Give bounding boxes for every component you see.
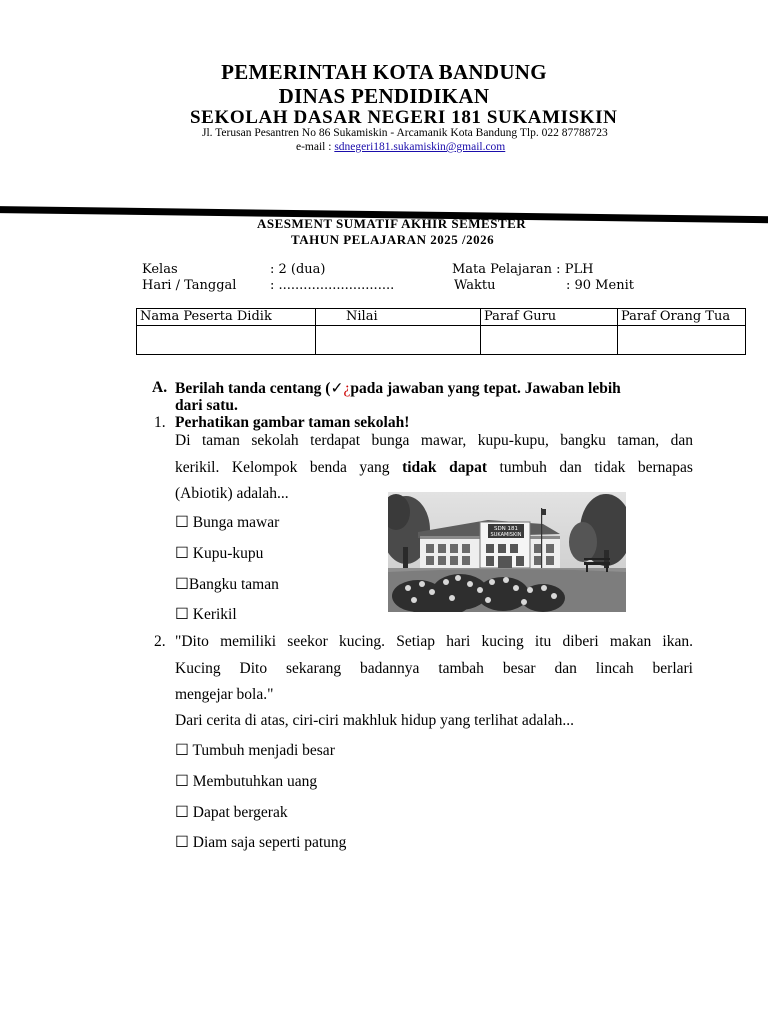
exam-title: ASESMENT SUMATIF AKHIR SEMESTER — [257, 216, 527, 231]
q1-line2-bold: tidak dapat — [402, 459, 487, 476]
waktu-label: Waktu — [454, 278, 496, 293]
kelas-value: : 2 (dua) — [270, 262, 326, 277]
section-a-instruction — [175, 379, 621, 398]
q1-number: 1. — [154, 414, 166, 431]
check-mark-icon: ✓ — [330, 380, 344, 397]
instr-pre: Berilah tanda centang ( — [175, 380, 331, 397]
th-paraf-ortu: Paraf Orang Tua — [618, 309, 746, 326]
sign-text-line1: SDN 181 — [493, 526, 519, 532]
q1-line3: (Abiotik) adalah... — [175, 485, 289, 502]
q1-line2 — [175, 459, 693, 477]
email-link[interactable]: sdnegeri181.sukamiskin@gmail.com — [334, 141, 506, 153]
q2-option-4[interactable]: ☐ Diam saja seperti patung — [175, 834, 347, 851]
instr-glyph: ¿ — [343, 380, 351, 397]
email-label: e-mail : — [296, 141, 335, 153]
hari-label: Hari / Tanggal — [142, 278, 237, 293]
q1-line1: Di taman sekolah terdapat bunga mawar, kupu-kupu, bangku taman, dan — [175, 432, 693, 449]
section-a-letter: A. — [152, 379, 168, 396]
sign-text-line2: SUKAMISKIN — [490, 532, 522, 538]
cell-paraf-guru[interactable] — [481, 326, 618, 355]
q2-line4: Dari cerita di atas, ciri-ciri makhluk hidup yang terlihat adalah... — [175, 712, 574, 729]
cell-nilai[interactable] — [316, 326, 481, 355]
waktu-value: : 90 Menit — [566, 278, 634, 293]
q2-option-1[interactable]: ☐ Tumbuh menjadi besar — [175, 742, 335, 759]
th-paraf-guru: Paraf Guru — [481, 309, 618, 326]
exam-year: TAHUN PELAJARAN 2025 /2026 — [291, 232, 495, 247]
q2-option-2[interactable]: ☐ Membutuhkan uang — [175, 773, 318, 790]
q1-title: Perhatikan gambar taman sekolah! — [175, 414, 410, 431]
school-name: SEKOLAH DASAR NEGERI 181 SUKAMISKIN — [190, 107, 618, 128]
q2-line2: Kucing Dito sekarang badannya tambah besar dan lincah berlari — [175, 660, 693, 677]
q2-option-3[interactable]: ☐ Dapat bergerak — [175, 804, 288, 821]
mapel-label: Mata Pelajaran : PLH — [452, 262, 594, 277]
q1-line2-post: tumbuh dan tidak bernapas — [486, 459, 693, 476]
q2-line1: "Dito memiliki seekor kucing. Setiap hari kucing itu diberi makan ikan. — [175, 633, 693, 650]
q2-number: 2. — [154, 633, 166, 650]
student-table — [136, 308, 746, 355]
th-nilai: Nilai — [316, 309, 481, 326]
q2-line3: mengejar bola." — [175, 686, 274, 703]
hari-value: : ............................ — [270, 278, 395, 293]
q1-option-2[interactable]: ☐ Kupu-kupu — [175, 545, 264, 562]
header-line2: DINAS PENDIDIKAN — [278, 84, 490, 108]
q1-option-4[interactable]: ☐ Kerikil — [175, 606, 237, 623]
cell-nama[interactable] — [137, 326, 316, 355]
kelas-label: Kelas — [142, 262, 178, 277]
email-line — [296, 141, 505, 153]
school-garden-image — [388, 492, 626, 612]
header-line1: PEMERINTAH KOTA BANDUNG — [221, 60, 547, 84]
q1-option-1[interactable]: ☐ Bunga mawar — [175, 514, 280, 531]
instr-post: pada jawaban yang tepat. Jawaban lebih — [350, 380, 621, 397]
cell-paraf-ortu[interactable] — [618, 326, 746, 355]
th-nama: Nama Peserta Didik — [137, 309, 316, 326]
school-address: Jl. Terusan Pesantren No 86 Sukamiskin - Arcamanik Kota Bandung Tlp. 022 87788723 — [202, 127, 608, 139]
q1-line2-pre: kerikil. Kelompok benda yang — [175, 459, 403, 476]
q1-option-3[interactable]: ☐Bangku taman — [175, 576, 279, 593]
section-a-instruction-line2: dari satu. — [175, 397, 238, 414]
